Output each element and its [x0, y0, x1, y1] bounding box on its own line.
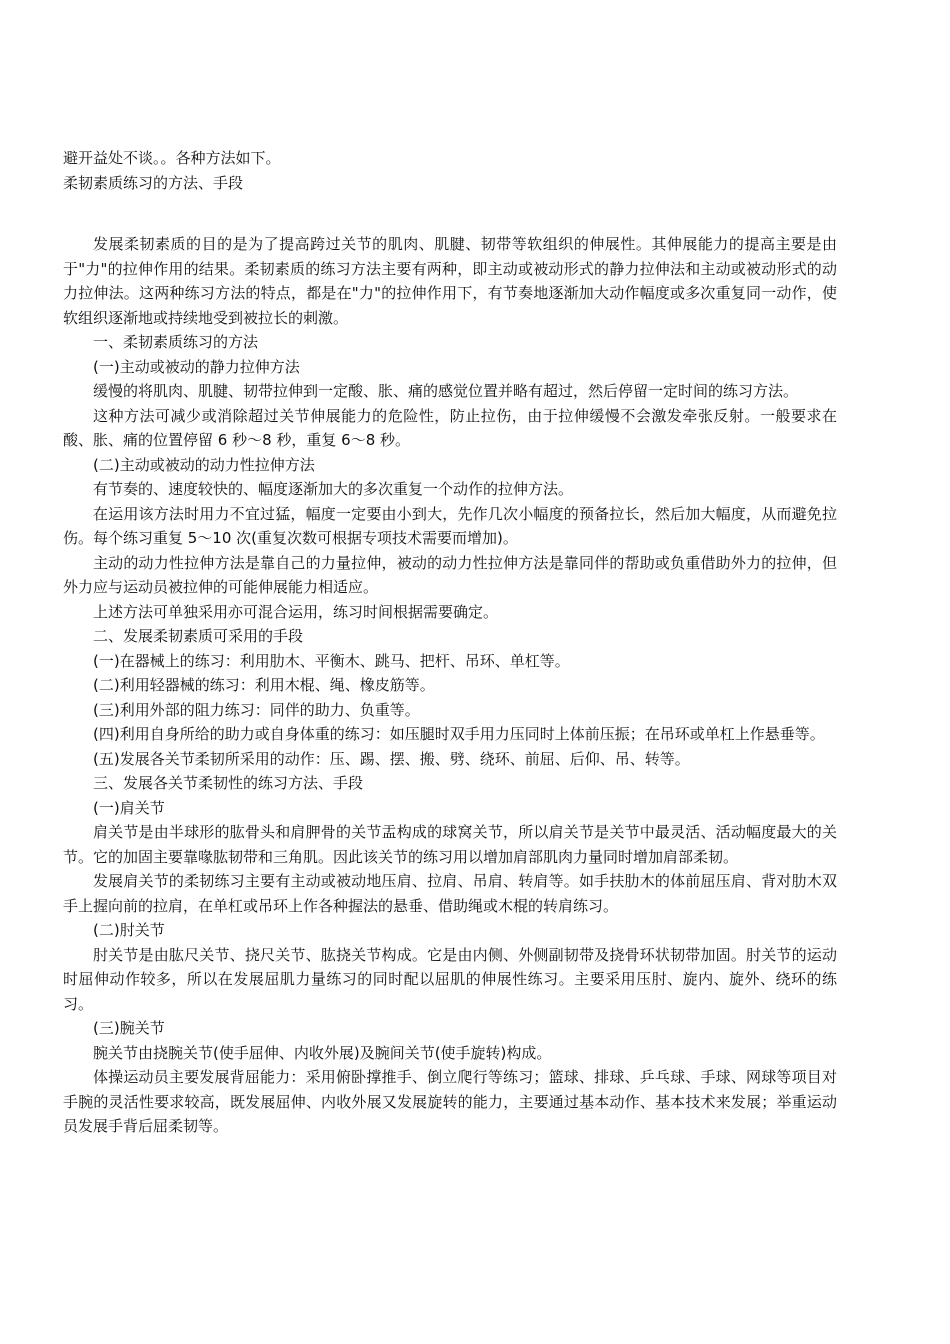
list-item: (二)利用轻器械的练习：利用木棍、绳、橡皮筋等。 [93, 676, 435, 694]
paragraph: 这种方法可减少或消除超过关节伸展能力的危险性，防止拉伤，由于拉伸缓慢不会激发牵张反射。一般要求在酸、胀、痛的位置停留 6 秒～8 秒，重复 6～8 秒。 [63, 406, 837, 449]
heading-level-2: (二)主动或被动的动力性拉伸方法 [93, 455, 315, 474]
paragraph: 肩关节是由半球形的肱骨头和肩胛骨的关节盂构成的球窝关节，所以肩关节是关节中最灵活、活动幅度最大的关节。它的加固主要靠喙肱韧带和三角肌。因此该关节的练习用以增加肩部肌肉力量同时增加肩部柔韧。 [63, 823, 837, 866]
paragraph: 有节奏的、速度较快的、幅度逐渐加大的多次重复一个动作的拉伸方法。 [93, 480, 574, 498]
paragraph: 缓慢的将肌肉、肌腱、韧带拉伸到一定酸、胀、痛的感觉位置并略有超过，然后停留一定时间的练习方法。 [93, 382, 799, 400]
paragraph: 发展柔韧素质的目的是为了提高跨过关节的肌肉、肌腱、韧带等软组织的伸展性。其伸展能力的提高主要是由于"力"的拉伸作用的结果。柔韧素质的练习方法主要有两种，即主动或被动形式的静力拉伸法和主动或被动形式的动力拉伸法。这两种练习方法的特点，都是在"力"的拉伸作用下，有节奏地逐渐加大动作幅度或多次重复同一动作，使软组织逐渐地或持续地受到被拉长的刺激。 [63, 235, 837, 327]
intro-line: 避开益处不谈。。各种方法如下。 [63, 149, 281, 167]
paragraph: 体操运动员主要发展背屈能力：采用俯卧撑推手、倒立爬行等练习；篮球、排球、乒乓球、手球、网球等项目对手腕的灵活性要求较高，既发展屈伸、内收外展又发展旋转的能力，主要通过基本动作、基本技术来发展；举重运动员发展手背后屈柔韧等。 [63, 1068, 837, 1135]
blank-line [63, 195, 837, 232]
paragraph: 肘关节是由肱尺关节、挠尺关节、肱挠关节构成。它是由内侧、外侧副韧带及挠骨环状韧带加固。肘关节的运动时屈伸动作较多，所以在发展屈肌力量练习的同时配以屈肌的伸展性练习。主要采用压肘、旋内、旋外、绕环的练习。 [63, 945, 837, 1013]
heading-level-2: (一)主动或被动的静力拉伸方法 [93, 357, 300, 376]
heading-level-2: (三)腕关节 [93, 1019, 165, 1037]
paragraph: 腕关节由挠腕关节(使手屈伸、内收外展)及腕间关节(使手旋转)构成。 [93, 1043, 552, 1062]
paragraph: 在运用该方法时用力不宜过猛，幅度一定要由小到大，先作几次小幅度的预备拉长，然后加大幅度，从而避免拉伤。每个练习重复 5～10 次(重复次数可根据专项技术需要而增加)。 [63, 504, 837, 547]
section-title: 柔韧素质练习的方法、手段 [63, 173, 244, 192]
list-item: (五)发展各关节柔韧所采用的动作：压、踢、摆、搬、劈、绕环、前屈、后仰、吊、转等。 [93, 749, 690, 768]
paragraph: 上述方法可单独采用亦可混合运用，练习时间根据需要确定。 [93, 602, 499, 621]
heading-level-1: 二、发展柔韧素质可采用的手段 [93, 627, 304, 645]
heading-level-2: (二)肘关节 [93, 921, 165, 939]
heading-level-2: (一)肩关节 [93, 798, 165, 817]
heading-level-1: 一、柔韧素质练习的方法 [93, 333, 259, 351]
list-item: (一)在器械上的练习：利用肋木、平衡木、跳马、把杆、吊环、单杠等。 [93, 651, 570, 670]
paragraph: 发展肩关节的柔韧练习主要有主动或被动地压肩、拉肩、吊肩、转肩等。如手扶肋木的体前屈压肩、背对肋木双手上握向前的拉肩，在单杠或吊环上作各种握法的悬垂、借助绳或木棍的转肩练习。 [63, 872, 837, 915]
paragraph: 主动的动力性拉伸方法是靠自己的力量拉伸，被动的动力性拉伸方法是靠同伴的帮助或负重借助外力的拉伸，但外力应与运动员被拉伸的可能伸展能力相适应。 [63, 553, 837, 596]
list-item: (四)利用自身所给的助力或自身体重的练习：如压腿时双手用力压同时上体前压振；在吊环或单杠上作悬垂等。 [93, 725, 825, 743]
heading-level-1: 三、发展各关节柔韧性的练习方法、手段 [93, 774, 364, 792]
document-page [63, 146, 837, 1139]
list-item: (三)利用外部的阻力练习：同伴的助力、负重等。 [93, 700, 420, 719]
paragraph-list [63, 232, 837, 1139]
